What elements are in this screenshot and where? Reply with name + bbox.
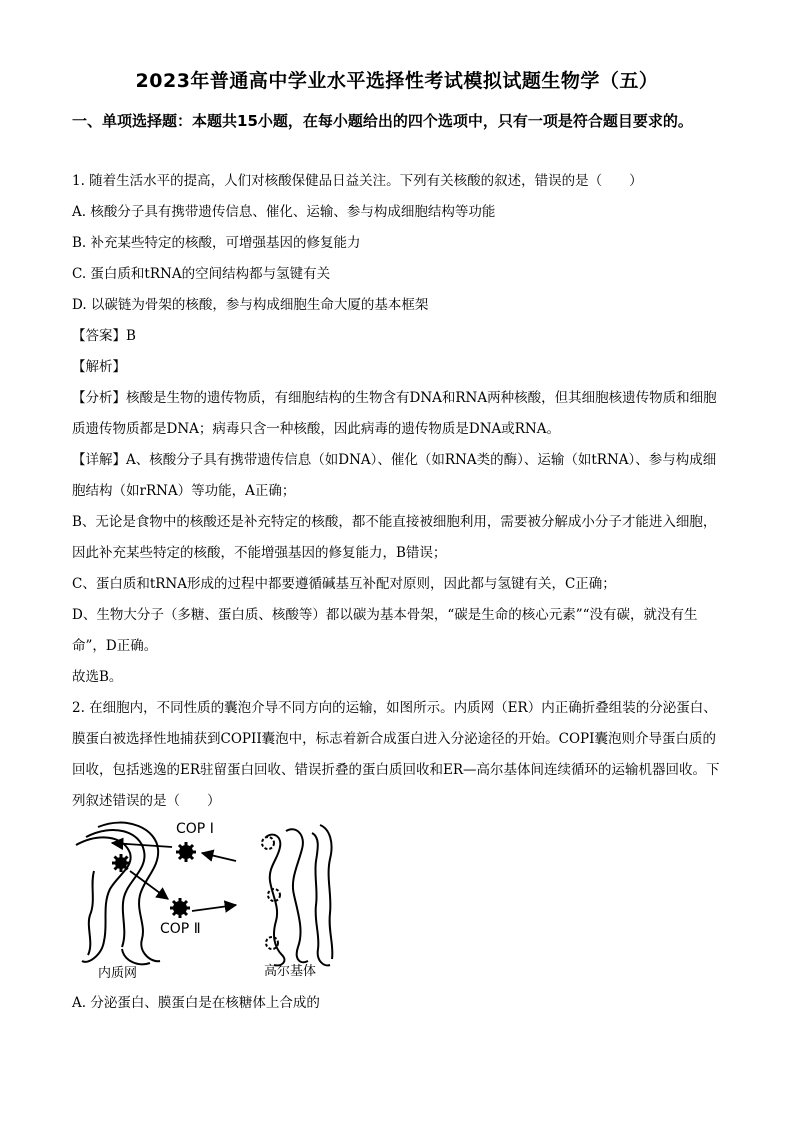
copi-vesicle [176,842,196,862]
q1-fenxi-tag: 【分析】 [72,390,126,406]
section-heading: 一、单项选择题：本题共15小题，在每小题给出的四个选项中，只有一项是符合题目要求的。 [72,112,693,130]
q1-fenxi-text: 核酸是生物的遗传物质，有细胞结构的生物含有DNA和RNA两种核酸，但其细胞核遗传物质和细胞质遗传物质都是DNA；病毒只含一种核酸，因此病毒的遗传物质是DNA或RNA。 [72,390,717,437]
q1-option-d: D. 以碳链为骨架的核酸，参与构成细胞生命大厦的基本框架 [72,297,429,313]
label-er: 内质网 [98,966,138,981]
q1-xiangjie-b: B、无论是食物中的核酸还是补充特定的核酸，都不能直接被细胞利用，需要被分解成小分子才能进入细胞，因此补充某些特定的核酸，不能增强基因的修复能力，B错误； [72,514,717,561]
label-golgi: 高尔基体 [264,964,317,979]
q1-xiangjie-c: C、蛋白质和tRNA形成的过程中都要遵循碱基互补配对原则，因此都与氢键有关，C正确； [72,576,616,592]
golgi-structure [262,825,332,965]
page-title: 2023年普通高中学业水平选择性考试模拟试题生物学（五） [135,70,659,92]
q1-answer: 【答案】B [72,328,136,344]
q1-option-c: C. 蛋白质和tRNA的空间结构都与氢键有关 [72,266,331,282]
q1-conclusion: 故选B。 [72,669,123,685]
label-copi: COP Ⅰ [176,821,214,837]
q1-option-a: A. 核酸分子具有携带遗传信息、催化、运输、参与构成细胞结构等功能 [72,204,496,220]
q2-option-a: A. 分泌蛋白、膜蛋白是在核糖体上合成的 [72,995,320,1011]
q1-option-b: B. 补充某些特定的核酸，可增强基因的修复能力 [72,235,361,251]
q2-stem: 2. 在细胞内，不同性质的囊泡介导不同方向的运输，如图所示。内质网（ER）内正确折叠组装的分泌蛋白、膜蛋白被选择性地捕获到COPII囊泡中，标志着新合成蛋白进入分泌途径的开始。COPI囊泡则介导蛋白质的回收，包括逃逸的ER驻留蛋白回收、错误折叠的蛋白质回收和ER—高尔基体间连续循环的运输机器回收。下列叙述错误的是（ ） [72,700,720,809]
copii-vesicle [170,898,190,918]
q1-xiangjie-tag: 【详解】 [72,452,126,468]
q1-xiangjie-a-text: A、核酸分子具有携带遗传信息（如DNA）、催化（如RNA类的酶）、运输（如tRNA）、参与构成细胞结构（如rRNA）等功能，A正确； [72,452,717,499]
q1-fenxi [72,383,727,445]
label-copii: COP Ⅱ [160,921,201,937]
q1-xiangjie-d: D、生物大分子（多糖、蛋白质、核酸等）都以碳为基本骨架，“碳是生命的核心元素”“没有碳，就没有生命”，D正确。 [72,607,698,654]
q1-analysis-label: 【解析】 [72,359,126,375]
vesicle-transport-figure [68,815,368,985]
q1-xiangjie-a [72,445,727,507]
er-budding-vesicle [112,854,130,872]
q1-stem: 1. 随着生活水平的提高，人们对核酸保健品日益关注。下列有关核酸的叙述，错误的是（ ） [72,173,643,189]
